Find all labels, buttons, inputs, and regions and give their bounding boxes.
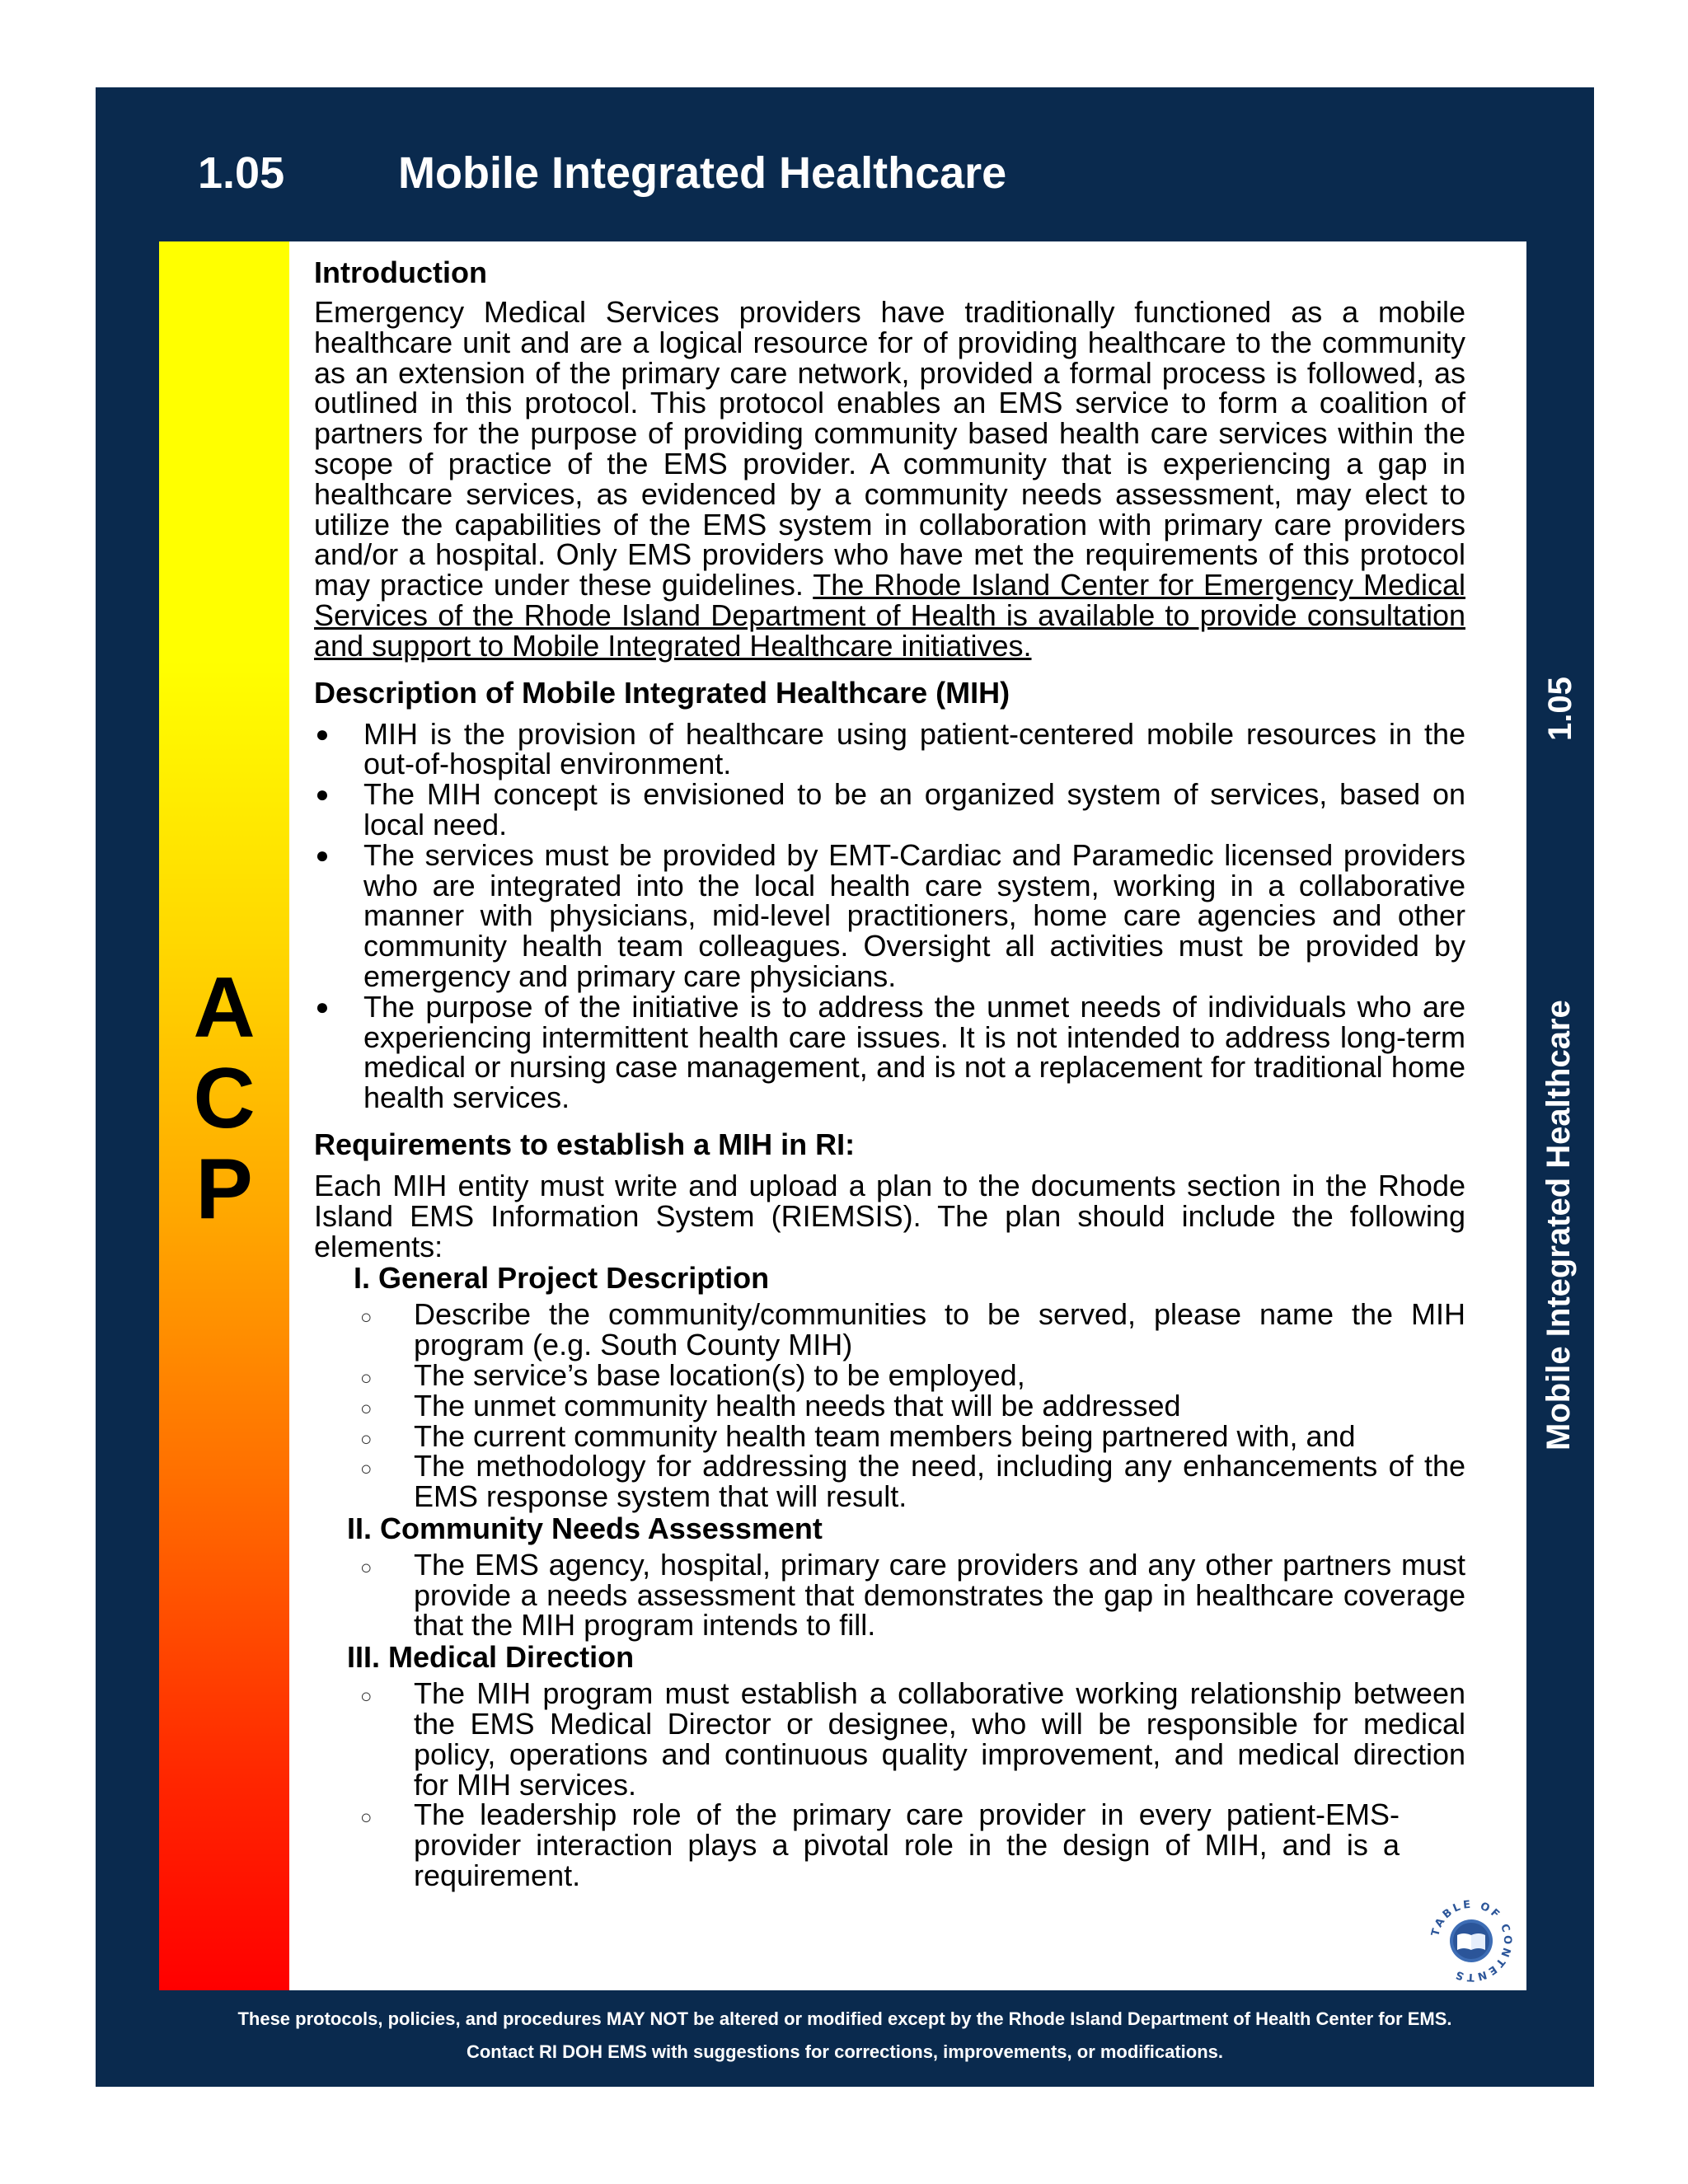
- section-heading-medical: III. Medical Direction: [347, 1640, 635, 1675]
- intro-text: Emergency Medical Services providers have traditionally functioned as a mobile healthcare unit and are a logical resource for of providing healthcare to the community as an extension of the primary care network, provided a formal process is followed, as outlined in this protocol. This protocol enables an EMS service to form a coalition of partners for the purpose of providing community based health care services within the scope of practice of the EMS provider. A community that is experiencing a gap in healthcare services, as evidenced by a community needs assessment, may elect to utilize the capabilities of the EMS system in collaboration with primary care providers and/or a hospital. Only EMS providers who have met the requirements of this protocol may practice under these guidelines.: [314, 295, 1465, 602]
- list-item: ● The MIH concept is envisioned to be an organized system of services, based on local need.: [315, 777, 1465, 841]
- list-item: ○ The unmet community health needs that will be addressed: [314, 1391, 1465, 1422]
- bullet-icon: ●: [315, 993, 330, 1019]
- list-item: ○ The EMS agency, hospital, primary care providers and any other partners must provide a needs assessment that demonstrates the gap in healthcare coverage that the MIH program intends to fill.: [360, 1547, 1465, 1643]
- toc-label: TABLE OF CONTENTS: [1429, 1898, 1514, 1984]
- circle-bullet-icon: ○: [360, 1807, 373, 1830]
- acp-letter-c: C: [193, 1051, 256, 1146]
- circle-bullet-icon: ○: [360, 1427, 373, 1451]
- list-item: ○ The current community health team members being partnered with, and: [314, 1422, 1465, 1452]
- circle-bullet-icon: ○: [360, 1366, 373, 1390]
- general-list: [314, 1297, 1465, 1514]
- footer-line-1: These protocols, policies, and procedures MAY NOT be altered or modified except by the Rhode Island Department of Health Center for EMS.: [237, 2008, 1452, 2029]
- document-body: [314, 256, 1465, 1891]
- footer-line-2: Contact RI DOH EMS with suggestions for corrections, improvements, or modifications.: [466, 2041, 1223, 2062]
- medical-list: [314, 1676, 1465, 1893]
- list-item: ● The purpose of the initiative is to address the unmet needs of individuals who are experiencing intermittent health care issues. It is not intended to address long-term medical or nursing case management, and is not a replacement for traditional home health services.: [315, 989, 1465, 1115]
- bullet-icon: ●: [315, 720, 330, 747]
- list-item: ○ The methodology for addressing the need, including any enhancements of the EMS response system that will result.: [360, 1449, 1465, 1514]
- page-title: Mobile Integrated Healthcare: [398, 148, 1007, 198]
- list-item: ○ The leadership role of the primary care provider in every patient-EMS-provider interaction plays a pivotal role in the design of MIH, and is a requirement.: [360, 1797, 1400, 1893]
- table-of-contents-icon: [1426, 1896, 1517, 1986]
- circle-bullet-icon: ○: [360, 1556, 373, 1579]
- list-item: ○ Describe the community/communities to be served, please name the MIH program (e.g. South County MIH): [360, 1297, 1465, 1362]
- needs-list: [314, 1547, 1465, 1643]
- list-item: ○ The service’s base location(s) to be employed,: [314, 1361, 1465, 1391]
- list-item: ● MIH is the provision of healthcare using patient-centered mobile resources in the out-of-hospital environment.: [315, 716, 1465, 781]
- circle-bullet-icon: ○: [360, 1685, 373, 1708]
- circle-bullet-icon: ○: [360, 1458, 373, 1481]
- bullet-icon: ●: [315, 841, 330, 868]
- description-list: [314, 716, 1465, 1115]
- intro-underlined-text: The Rhode Island Center for Emergency Medical Services of the Rhode Island Department of Health is available to provide consultation and support to Mobile Integrated Healthcare initiatives.: [314, 568, 1466, 663]
- description-heading: Description of Mobile Integrated Healthcare (MIH): [314, 675, 1010, 710]
- acp-letter-a: A: [193, 960, 256, 1056]
- acp-letters: [159, 960, 289, 1237]
- intro-paragraph: [314, 295, 1466, 663]
- requirements-heading: Requirements to establish a MIH in RI:: [314, 1127, 856, 1161]
- protocol-number: 1.05: [198, 148, 285, 198]
- section-heading-general: I. General Project Description: [354, 1261, 770, 1296]
- list-item: ● The services must be provided by EMT-Cardiac and Paramedic licensed providers who are integrated into the local health care system, working in a collaborative manner with physicians, mid-level practitioners, home care agencies and other community health team colleagues. Oversight all activities must be provided by emergency and primary care physicians.: [315, 837, 1465, 993]
- intro-heading: Introduction: [314, 255, 487, 289]
- section-heading-needs: II. Community Needs Assessment: [347, 1511, 823, 1545]
- content-panel: [289, 241, 1526, 1990]
- acp-letter-p: P: [195, 1141, 253, 1237]
- side-protocol-number: 1.05: [1542, 677, 1578, 741]
- circle-bullet-icon: ○: [360, 1306, 373, 1329]
- page-footer: [96, 2003, 1594, 2069]
- bullet-icon: ●: [315, 781, 330, 808]
- side-protocol-title: Mobile Integrated Healthcare: [1540, 1000, 1577, 1451]
- list-item: ○ The MIH program must establish a collaborative working relationship between the EMS Medical Director or designee, who will be responsible for medical policy, operations and continuous quality improvement, and medical direction for MIH services.: [360, 1676, 1465, 1802]
- page-header: [198, 142, 1006, 204]
- table-of-contents-link[interactable]: [1426, 1896, 1517, 1986]
- requirements-paragraph: Each MIH entity must write and upload a plan to the documents section in the Rhode Island EMS Information System (RIEMSIS). The plan should include the following elements:: [314, 1168, 1465, 1263]
- circle-bullet-icon: ○: [360, 1397, 373, 1420]
